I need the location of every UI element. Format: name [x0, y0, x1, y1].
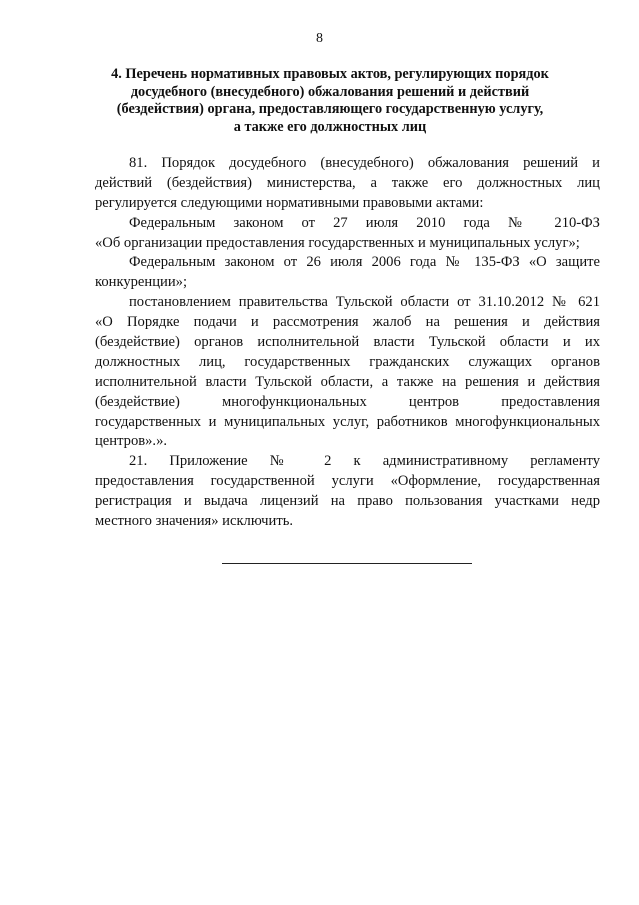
resolution-621-line: исполнительной власти Тульской области, а также на решения и действия [95, 373, 600, 390]
page-number: 8 [316, 31, 323, 46]
resolution-621-line: (бездействие) многофункциональных центров предоставления [95, 393, 600, 410]
resolution-621-line: (бездействие) органов исполнительной власти Тульской области и их [95, 334, 600, 351]
paragraph-81-line: действий (бездействия) министерства, а также его должностных лиц [95, 174, 600, 191]
paragraph-21-line: 21. Приложение № 2 к административному регламенту [129, 453, 600, 470]
paragraph-21-line: местного значения» исключить. [95, 513, 294, 530]
end-divider-line [222, 563, 472, 564]
resolution-621-line: «О Порядке подачи и рассмотрения жалоб на решения и действия [95, 314, 600, 331]
heading-line: досудебного (внесудебного) обжалования решений и действий [130, 83, 530, 100]
resolution-621-line: должностных лиц, государственных гражданских служащих органов [95, 353, 600, 370]
heading-line: а также его должностных лиц [233, 118, 427, 135]
paragraph-21-line: предоставления государственной услуги «Оформление, государственная [95, 473, 600, 490]
law-135-line: Федеральным законом от 26 июля 2006 года № 135-ФЗ «О защите [129, 254, 600, 271]
paragraph-81-line: 81. Порядок досудебного (внесудебного) обжалования решений и [129, 155, 600, 171]
law-210-line: «Об организации предоставления государственных и муниципальных услуг»; [95, 234, 580, 251]
paragraph-21-line: регистрация и выдача лицензий на право пользования участками недр [95, 493, 600, 510]
resolution-621-line: центров».». [95, 433, 168, 450]
paragraph-81-line: регулируется следующими нормативными правовыми актами: [95, 194, 484, 211]
body-text [95, 154, 600, 532]
heading-line: (бездействия) органа, предоставляющего государственную услугу, [116, 101, 544, 117]
law-210-line: Федеральным законом от 27 июля 2010 года № 210-ФЗ [129, 214, 600, 231]
heading-line: 4. Перечень нормативных правовых актов, регулирующих порядок [111, 66, 549, 82]
resolution-621-line: государственных и муниципальных услуг, работников многофункциональных [95, 413, 600, 430]
section-heading [100, 66, 560, 136]
resolution-621-line: постановлением правительства Тульской области от 31.10.2012 № 621 [129, 294, 600, 311]
law-135-line: конкуренции»; [95, 274, 188, 291]
